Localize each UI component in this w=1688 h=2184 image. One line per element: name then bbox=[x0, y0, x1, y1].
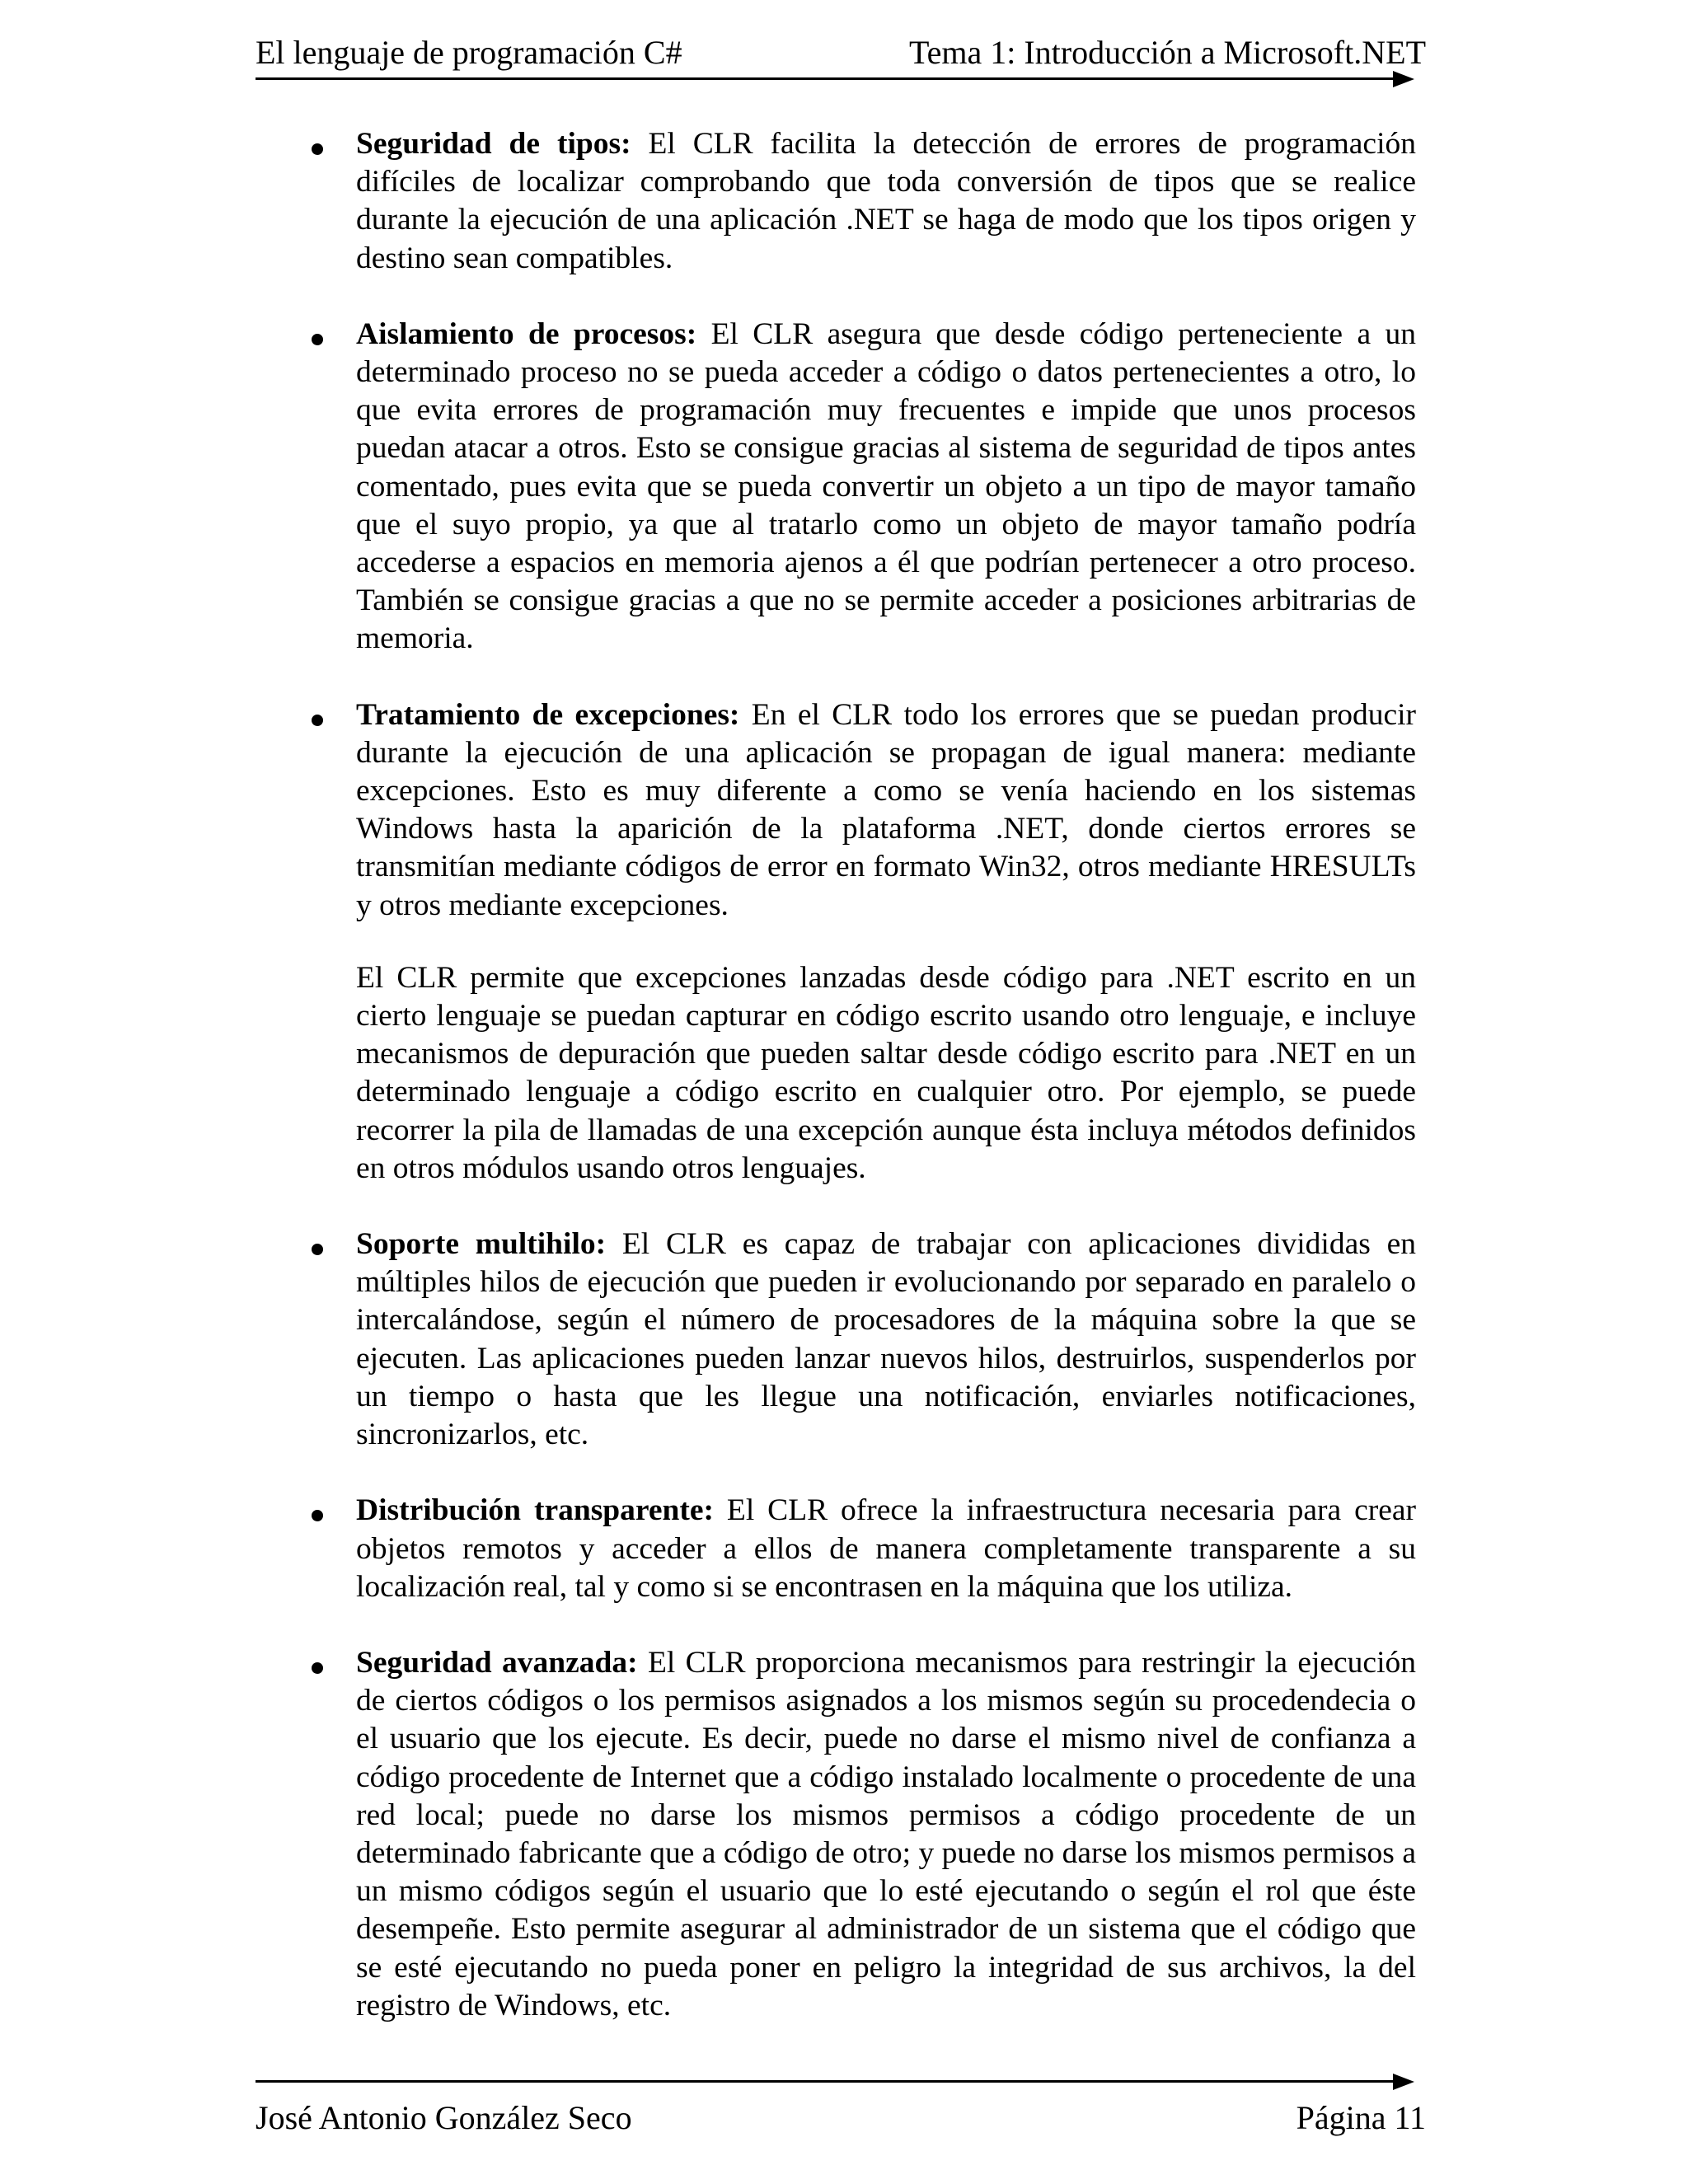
bullet-title: Soporte multihilo: bbox=[356, 1227, 607, 1262]
bullet-item-advanced-security bbox=[303, 1644, 1416, 2025]
bullet-paragraph bbox=[356, 1226, 1416, 1454]
bullet-paragraph bbox=[356, 125, 1416, 278]
bullet-text: El CLR asegura que desde código perteneciente a un determinado proceso no se pueda acceder a código o datos pertenecientes a otro, lo que evita errores de programación muy frecuentes e impide que unos procesos puedan atacar a otros. Esto se consigue gracias al sistema de seguridad de tipos antes comentado, pues evita que se pueda convertir un objeto a un tipo de mayor tamaño que el suyo propio, ya que al tratarlo como un objeto de mayor tamaño podría accederse a espacios en memoria ajenos a él que podrían pertenecer a otro proceso. También se consigue gracias a que no se permite acceder a posiciones arbitrarias de memoria. bbox=[356, 316, 1416, 656]
bullet-paragraph bbox=[356, 1492, 1416, 1606]
bullet-icon bbox=[312, 334, 323, 345]
bullet-paragraph bbox=[356, 696, 1416, 925]
bullet-text: El CLR facilita la detección de errores de programación difíciles de localizar comprobando que toda conversión de tipos que se realice durante la ejecución de una aplicación .NET se haga de modo que los tipos origen y destino sean compatibles. bbox=[356, 127, 1416, 275]
bullet-paragraph bbox=[356, 1644, 1416, 2025]
bullet-text: El CLR proporciona mecanismos para restringir la ejecución de ciertos códigos o los permisos asignados a los mismos según su procedendecia o el usuario que los ejecute. Es decir, puede no darse el mismo nivel de confianza a código procedente de Internet que a código instalado localmente o procedente de una red local; puede no darse los mismos permisos a código procedente de un determinado fabricante que a código de otro; y puede no darse los mismos permisos a un mismo códigos según el usuario que lo esté ejecutando o según el rol que éste desempeñe. Esto permite asegurar al administrador de un sistema que el código que se esté ejecutando no pueda poner en peligro la integridad de sus archivos, la del registro de Windows, etc. bbox=[356, 1645, 1416, 2022]
bullet-item-transparent-distribution bbox=[303, 1492, 1416, 1606]
header-book-title: El lenguaje de programación C# bbox=[256, 34, 682, 71]
header-arrow-rule bbox=[256, 69, 1414, 89]
footer-page-number: Página 11 bbox=[1296, 2099, 1426, 2136]
body-content bbox=[303, 125, 1416, 2025]
header-chapter-title: Tema 1: Introducción a Microsoft.NET bbox=[908, 34, 1426, 71]
bullet-title: Seguridad de tipos: bbox=[356, 127, 631, 161]
bullet-icon bbox=[312, 1662, 323, 1674]
bullet-title: Aislamiento de procesos: bbox=[356, 316, 697, 351]
bullet-item-multithreading bbox=[303, 1226, 1416, 1454]
bullet-text: El CLR ofrece la infraestructura necesaria para crear objetos remotos y acceder a ellos de manera completamente transparente a su localización real, tal y como si se encontrasen en la máquina que los utiliza. bbox=[356, 1493, 1416, 1604]
bullet-item-exception-handling bbox=[303, 696, 1416, 925]
running-header bbox=[256, 26, 1426, 73]
continuation-text: El CLR permite que excepciones lanzadas desde código para .NET escrito en un cierto lenguaje se puedan capturar en código escrito usando otro lenguaje, e incluye mecanismos de depuración que pueden saltar desde código escrito para .NET en un determinado lenguaje a código escrito en cualquier otro. Por ejemplo, se puede recorrer la pila de llamadas de una excepción aunque ésta incluya métodos definidos en otros módulos usando otros lenguajes. bbox=[356, 960, 1416, 1185]
bullet-text: En el CLR todo los errores que se puedan producir durante la ejecución de una aplicación se propagan de igual manera: mediante excepciones. Esto es muy diferente a como se venía haciendo en los sistemas Windows hasta la aparición de la plataforma .NET, donde ciertos errores se transmitían mediante códigos de error en formato Win32, otros mediante HRESULTs y otros mediante excepciones. bbox=[356, 697, 1416, 922]
bullet-icon bbox=[312, 1244, 323, 1255]
bullet-paragraph bbox=[356, 316, 1416, 658]
footer-author: José Antonio González Seco bbox=[256, 2099, 632, 2136]
running-footer bbox=[256, 2092, 1426, 2138]
bullet-item-type-safety bbox=[303, 125, 1416, 278]
bullet-item-process-isolation bbox=[303, 316, 1416, 658]
bullet-icon bbox=[312, 715, 323, 726]
bullet-text: El CLR es capaz de trabajar con aplicaciones divididas en múltiples hilos de ejecución que pueden ir evolucionando por separado en paralelo o intercalándose, según el número de procesadores de la máquina sobre la que se ejecuten. Las aplicaciones pueden lanzar nuevos hilos, destruirlos, suspenderlos por un tiempo o hasta que les llegue una notificación, enviarles notificaciones, sincronizarlos, etc. bbox=[356, 1227, 1416, 1452]
bullet-icon bbox=[312, 1510, 323, 1521]
bullet-title: Tratamiento de excepciones: bbox=[356, 697, 740, 732]
bullet-title: Distribución transparente: bbox=[356, 1493, 714, 1528]
bullet-title: Seguridad avanzada: bbox=[356, 1645, 638, 1680]
footer-arrow-rule bbox=[256, 2072, 1414, 2092]
continuation-paragraph-exceptions bbox=[303, 959, 1416, 1188]
bullet-icon bbox=[312, 143, 323, 155]
